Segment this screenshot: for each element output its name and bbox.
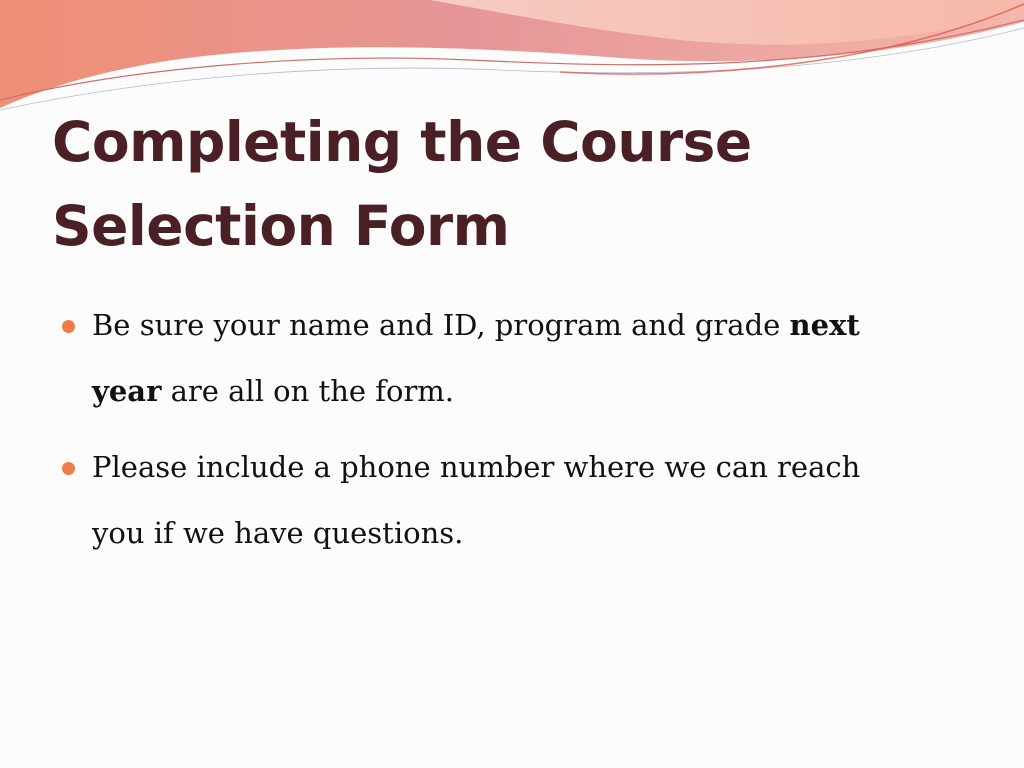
bullet-list: [60, 292, 920, 576]
title-line-2: Selection Form: [52, 194, 510, 258]
bullet-item-1: [60, 292, 920, 424]
bullet-dot-icon: [62, 462, 75, 475]
bullet-item-2: [60, 434, 920, 566]
bullet-1-bold-text: next year: [92, 308, 860, 408]
title-line-1: Completing the Course: [52, 110, 752, 174]
bullet-dot-icon: [62, 320, 75, 333]
slide-title: [52, 100, 952, 268]
bullet-2-text: Please include a phone number where we can reach you if we have questions.: [92, 450, 861, 550]
bullet-1-text-after: are all on the form.: [161, 374, 455, 408]
bullet-1-text-before: Be sure your name and ID, program and grade: [92, 308, 790, 342]
